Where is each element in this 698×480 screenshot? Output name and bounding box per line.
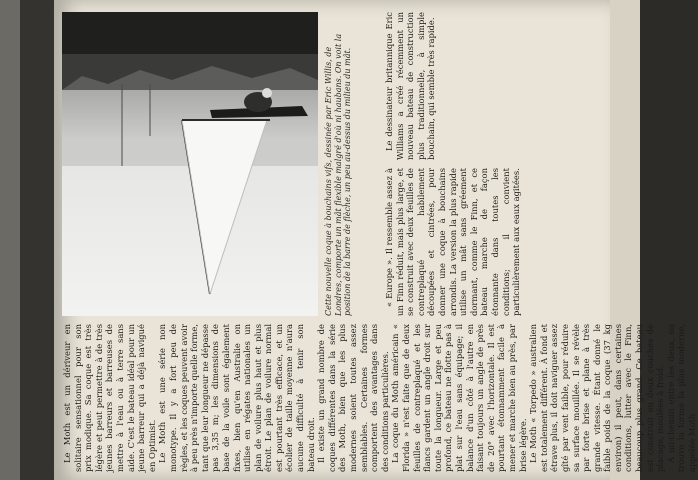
paragraph: Le Moth est un dériveur en solitaire sensationnel pour son prix modique. Sa coque est très légère et peut permettre à de très jeunes barreurs et barreuses de mettre à l'eau ou à terre sans aide. C'est le bateau idéal pour un jeune barreur qui a déjà navigué en Optimist. [62,324,157,472]
paragraph: Le dessinateur britannique Eric Williams a créé récemment un nouveau bateau de construction plus traditionnelle, à simple bouchain, qui semble très rapide. [384,12,437,160]
rotated-page-content [62,12,698,472]
paragraph: Le Moth « Torpedo » australien est totalement différent. À fond et étrave plus, il doit naviguer assez gîté par vent faible, pour réduire sa surface mouillée. Il se révèle par forte brise et plane à très grande vitesse. Étant donné le faible poids de la coque (37 kg environ) il peut, dans certaines conditions, lutter avec le Finn, beaucoup plus grand. Ce bateau est construit en deux couches de placage, moulées à froid. [528,324,666,472]
paragraph: « Europe ». Il ressemble assez à un Finn réduit, mais plus large, et se construit avec deux feuilles de contreplaqué habilement découpées et cintrées, pour donner une coque à bouchains arrondis. La version la plus rapide utilise un mât sans gréement dormant, comme le Finn, et ce bateau marche de façon étonnante dans toutes les conditions; il convient particulièrement aux eaux agitées. [384,168,522,316]
sailing-dinghy-photo [62,12,318,316]
text-column-1 [62,324,698,472]
book-cover-edge [20,0,54,480]
paragraph: Le Moth est une série non monotype. Il y a fort peu de règles, et les coques peuvent avoir à peu près n'importe quelle forme, tant que leur longueur ne dépasse pas 3,35 m; les dimensions de base de la voile sont également fixes, bien qu'en Australie on utilise en régates nationales un plan de voilure plus haut et plus étroit. Le plan de voilure normal est pourtant très efficace, et un écolier de taille moyenne n'aura aucune difficulté à tenir son bateau droit. [157,324,316,472]
paragraph: Il existe un grand nombre de coques différentes dans la série des Moth, bien que les plus modernes soient toutes assez semblables. Certaines formes comportent des avantages dans des conditions particulières. [316,324,390,472]
desk-edge [0,0,20,480]
photo-caption [324,12,353,316]
paragraph: A mi-chemin entre les deux, on trouve la forme la plus moderne, appelée Moth [665,324,698,472]
caption-text: Cette nouvelle coque à bouchains vifs, dessinée par Eric Willis, de Londres, comporte un mât flexible malgré d'où ni haubans. On voit la position de la barre de flèche, un peu au-dessus du milieu du mât. [324,33,353,316]
paragraph: La coque du Moth américain « Florida » n'est faite que de deux feuilles de contreplaqué et les flancs gardent un angle droit sur toute la longueur. Large et peu profond, ce bateau ne flotte pas à plat sur l'eau sans équipage; il balance d'un côté à l'autre en faisant toujours un angle de près de 20° avec l'horizontale. Il est pourtant étonnamment facile à mener et marche bien au près, par brise légère. [390,324,528,472]
